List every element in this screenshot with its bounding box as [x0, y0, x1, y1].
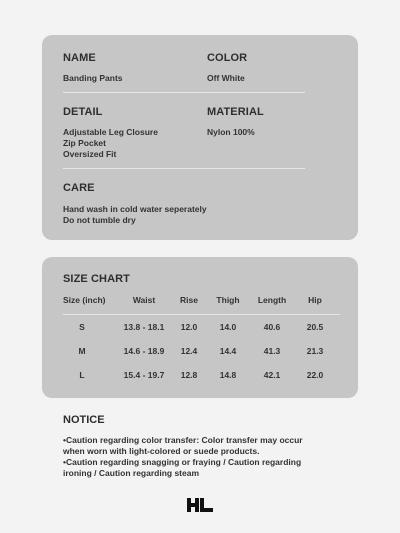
divider: [63, 168, 305, 169]
hip-cell: 22.0: [306, 370, 324, 380]
waist-cell: 15.4 - 19.7: [123, 370, 165, 380]
name-label: NAME: [63, 52, 96, 64]
name-value: Banding Pants: [63, 73, 123, 83]
divider: [63, 92, 305, 93]
material-value: Nylon 100%: [207, 127, 255, 137]
length-cell: 41.3: [263, 346, 281, 356]
size-cell: S: [79, 322, 85, 332]
size-header: Size (inch): [63, 295, 106, 305]
length-cell: 40.6: [263, 322, 281, 332]
color-label: COLOR: [207, 52, 248, 64]
notice-line: ironing / Caution regarding steam: [63, 468, 200, 478]
material-label: MATERIAL: [207, 106, 264, 118]
rise-cell: 12.4: [180, 346, 198, 356]
thigh-cell: 14.8: [219, 370, 237, 380]
length-cell: 42.1: [263, 370, 281, 380]
hip-cell: 20.5: [306, 322, 324, 332]
waist-cell: 13.8 - 18.1: [123, 322, 165, 332]
waist-header: Waist: [132, 295, 156, 305]
care-value: Hand wash in cold water seperately Do not tumble dry: [63, 204, 207, 225]
detail-value: Adjustable Leg Closure Zip Pocket Oversized Fit: [63, 127, 158, 159]
rise-cell: 12.8: [180, 370, 198, 380]
hip-cell: 21.3: [306, 346, 324, 356]
detail-label: DETAIL: [63, 106, 103, 118]
rise-header: Rise: [180, 295, 198, 305]
rise-cell: 12.0: [180, 322, 198, 332]
waist-cell: 14.6 - 18.9: [123, 346, 165, 356]
notice-line: •Caution regarding color transfer: Color transfer may occur: [63, 435, 303, 445]
care-label: CARE: [63, 182, 95, 194]
thigh-cell: 14.4: [219, 346, 237, 356]
thigh-header: Thigh: [216, 295, 240, 305]
notice-line: •Caution regarding snagging or fraying / Caution regarding: [63, 457, 302, 467]
notice-line: when worn with light-colored or suede products.: [63, 446, 260, 456]
size-cell: M: [78, 346, 86, 356]
length-header: Length: [257, 295, 287, 305]
size-cell: L: [79, 370, 85, 380]
brand-logo-icon: [186, 497, 214, 513]
hip-header: Hip: [308, 295, 322, 305]
color-value: Off White: [207, 73, 245, 83]
notice-title: NOTICE: [63, 414, 105, 426]
divider: [63, 314, 340, 315]
size-chart-title: SIZE CHART: [63, 273, 130, 285]
thigh-cell: 14.0: [219, 322, 237, 332]
